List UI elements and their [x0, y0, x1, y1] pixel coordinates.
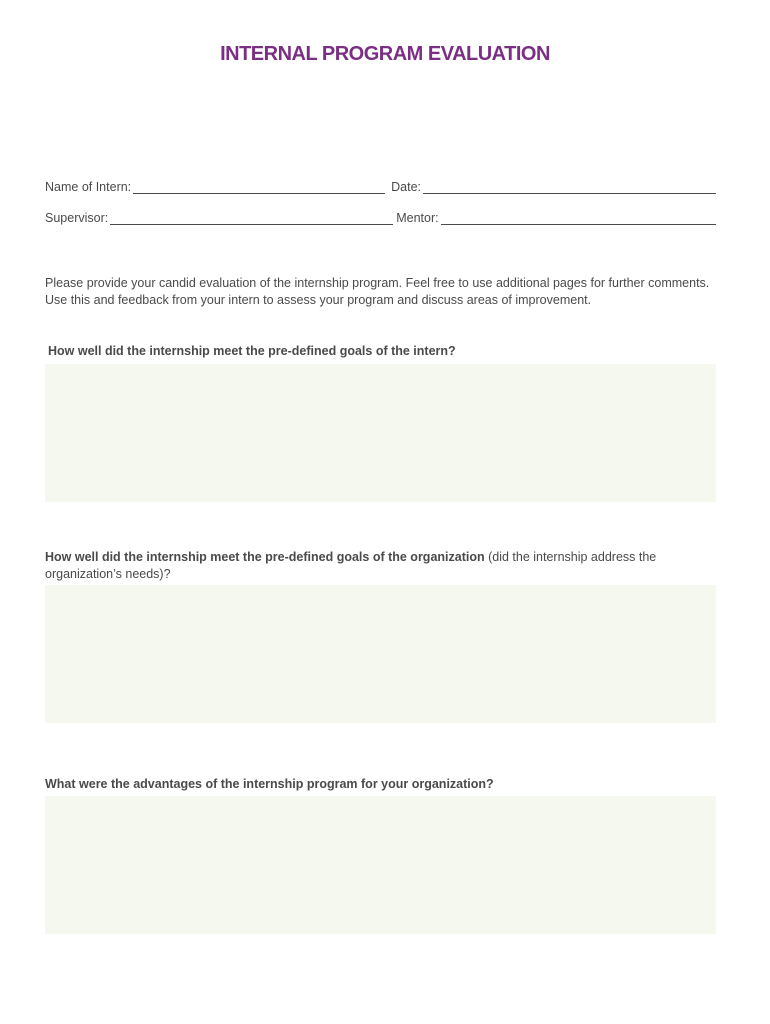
intern-name-label: Name of Intern:	[45, 180, 132, 194]
supervisor-mentor-row	[45, 207, 716, 225]
supervisor-field[interactable]	[110, 210, 393, 225]
intern-name-field[interactable]	[133, 179, 385, 194]
mentor-label: Mentor:	[396, 211, 439, 225]
question-1	[48, 343, 728, 360]
date-label: Date:	[391, 180, 422, 194]
question-1-text: How well did the internship meet the pre-defined goals of the intern?	[48, 344, 456, 358]
question-2	[45, 549, 725, 583]
date-field[interactable]	[423, 179, 716, 194]
question-3-text: What were the advantages of the internship program for your organization?	[45, 777, 494, 791]
answer-box-1[interactable]	[45, 364, 716, 502]
question-2-note: (did the internship address the organization’s needs)?	[45, 550, 657, 581]
answer-box-3[interactable]	[45, 796, 716, 934]
answer-box-2[interactable]	[45, 585, 716, 723]
question-3	[45, 776, 725, 793]
question-2-text: How well did the internship meet the pre-defined goals of the organization	[45, 550, 485, 564]
mentor-field[interactable]	[441, 210, 716, 225]
intern-date-row	[45, 176, 716, 194]
instructions-text: Please provide your candid evaluation of the internship program. Feel free to use additional pages for further comments. Use this and feedback from your intern to assess your program and discuss areas of improvement.	[45, 276, 710, 307]
supervisor-label: Supervisor:	[45, 211, 109, 225]
page-title: INTERNAL PROGRAM EVALUATION	[220, 43, 550, 65]
